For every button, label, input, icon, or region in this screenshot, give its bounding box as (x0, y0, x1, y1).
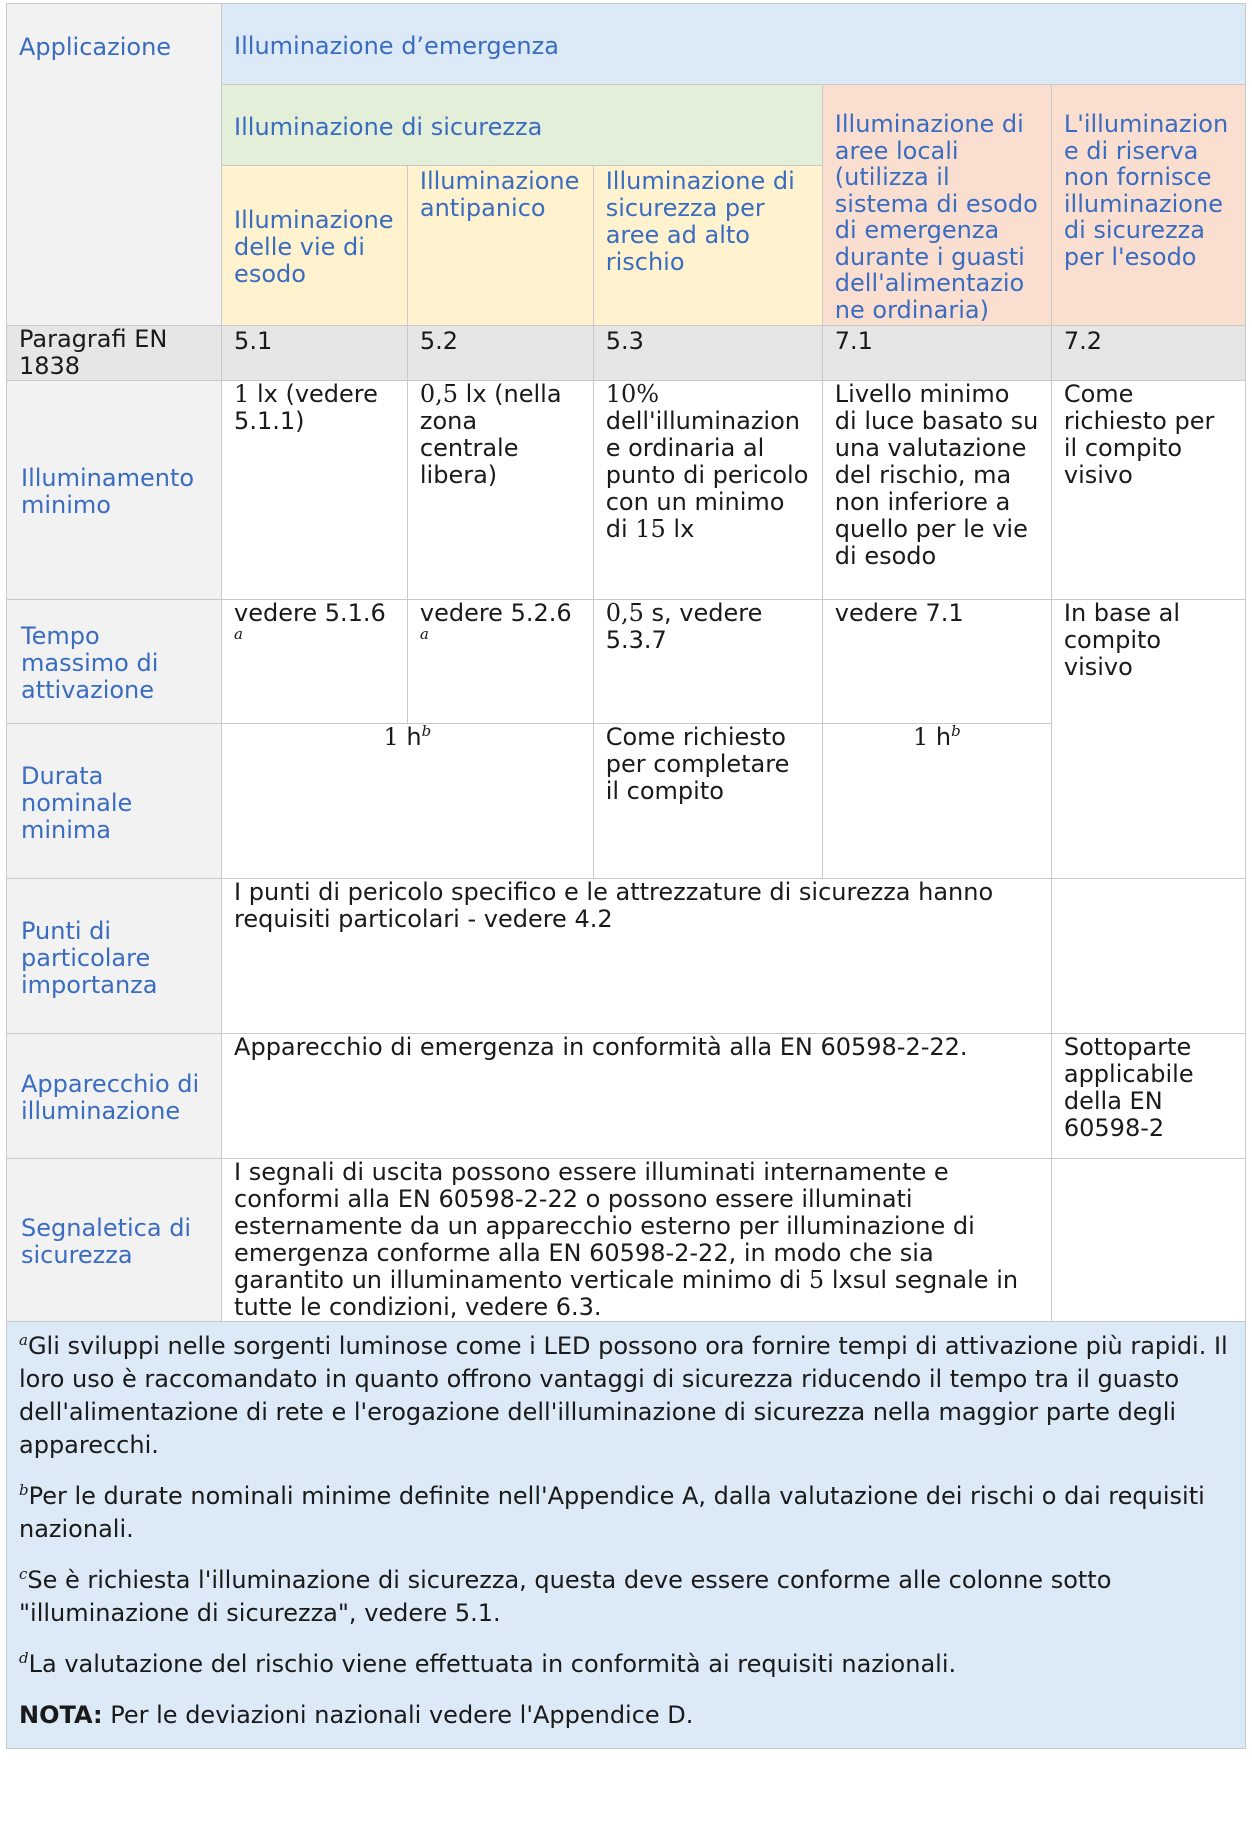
paragrafi-c2: 5.2 (407, 326, 593, 381)
tempo-c1 (222, 600, 408, 724)
illuminamento-c2 (407, 381, 593, 600)
note-a-text: Gli sviluppi nelle sorgenti luminose come i LED possono ora fornire tempi di attivazione più rapidi. Il loro uso è raccomandato in quanto offrono vantaggi di sicurezza riducendo il tempo tra il guasto dell'alimentazione di rete e l'erogazione dell'illuminazione di sicurezza nella maggior parte degli apparecchi. (19, 1332, 1228, 1459)
illuminamento-c3-value2: 15 (635, 515, 666, 543)
punti-text: I punti di pericolo specifico e le attrezzature di sicurezza hanno requisiti particolari - vedere 4.2 (222, 879, 1052, 1034)
segnaletica-text-a: I segnali di uscita possono essere illuminati internamente e conformi alla EN 60598-2-22 o possono essere illuminati esternamente da un apparecchio esterno per illuminazione di emergenza conforme alla EN 60598-2-22, in modo che sia garantito un illuminamento verticale minimo di (234, 1158, 975, 1294)
header-illuminazione-emergenza: Illuminazione d’emergenza (222, 4, 1246, 85)
notes-cell (7, 1322, 1246, 1749)
illuminamento-c5: Come richiesto per il compito visivo (1051, 381, 1245, 600)
durata-c5: In base al compito visivo (1051, 600, 1245, 879)
punti-c5-empty (1051, 879, 1245, 1034)
illuminamento-c3-text-b: lx (665, 515, 695, 543)
note-a-mark: a (19, 1331, 28, 1349)
durata-c12-value: 1 (383, 723, 399, 751)
durata-c4-unit: h (928, 723, 952, 751)
note-c-mark: c (19, 1565, 28, 1583)
nota-label: NOTA: (19, 1701, 103, 1729)
illuminamento-c3 (593, 381, 822, 600)
header-riserva: L'illuminazione di riserva non fornisce illuminazione di sicurezza per l'esodo (1051, 85, 1245, 326)
paragrafi-c1: 5.1 (222, 326, 408, 381)
durata-label: Durata nominale minima (7, 724, 222, 879)
row-segnaletica (7, 1159, 1246, 1322)
note-d-text: La valutazione del rischio viene effettuata in conformità ai requisiti nazionali. (28, 1650, 957, 1678)
illuminamento-c1-text: lx (vedere 5.1.1) (234, 380, 378, 435)
note-b (19, 1480, 1233, 1546)
illuminamento-c2-text: lx (nella zona centrale libera) (419, 380, 562, 489)
note-c (19, 1564, 1233, 1630)
header-vie-esodo: Illuminazione delle vie di esodo (222, 166, 408, 326)
row-notes (7, 1322, 1246, 1749)
illuminamento-c1-value: 1 (234, 380, 250, 408)
tempo-c2-note-mark: a (419, 625, 429, 643)
paragrafi-c3: 5.3 (593, 326, 822, 381)
note-nota (19, 1699, 1233, 1732)
tempo-c3-text: s, vedere 5.3.7 (605, 599, 763, 654)
segnaletica-c5-empty (1051, 1159, 1245, 1322)
tempo-c3 (593, 600, 822, 724)
row-punti (7, 879, 1246, 1034)
segnaletica-text (222, 1159, 1052, 1322)
durata-c3: Come richiesto per completare il compito (593, 724, 822, 879)
header-applicazione: Applicazione (7, 4, 222, 326)
apparecchio-c5: Sottoparte applicabile della EN 60598-2 (1051, 1034, 1245, 1159)
illuminamento-label: Illuminamento minimo (7, 381, 222, 600)
tempo-c2-text: vedere 5.2.6 (419, 599, 572, 627)
note-d (19, 1648, 1233, 1681)
durata-c12-note-mark: b (421, 722, 432, 740)
header-row-1 (7, 4, 1246, 85)
tempo-c1-text: vedere 5.1.6 (234, 599, 386, 627)
segnaletica-label: Segnaletica di sicurezza (7, 1159, 222, 1322)
illuminamento-c4: Livello minimo di luce basato su una valutazione del rischio, ma non inferiore a quello per le vie di esodo (822, 381, 1051, 600)
paragrafi-label: Paragrafi EN 1838 (7, 326, 222, 381)
note-d-mark: d (19, 1649, 29, 1667)
paragrafi-c4: 7.1 (822, 326, 1051, 381)
header-aree-locali: Illuminazione di aree locali (utilizza il sistema di esodo di emergenza durante i guasti dell'alimentazione ordinaria) (822, 85, 1051, 326)
note-b-text: Per le durate nominali minime definite nell'Appendice A, dalla valutazione dei rischi o dai requisiti nazionali. (19, 1482, 1205, 1543)
tempo-c1-note-mark: a (234, 625, 243, 643)
illuminamento-c3-value: 10% (605, 380, 660, 408)
durata-c12 (222, 724, 594, 879)
illuminamento-c3-text-a: dell'illuminazione ordinaria al punto di pericolo con un minimo di (605, 407, 809, 543)
illuminamento-c1 (222, 381, 408, 600)
illuminamento-c2-value: 0,5 (419, 380, 459, 408)
durata-c4 (822, 724, 1051, 879)
tempo-c2 (407, 600, 593, 724)
segnaletica-value: 5 (808, 1266, 825, 1294)
nota-text: Per le deviazioni nazionali vedere l'Appendice D. (102, 1701, 694, 1729)
durata-c4-note-mark: b (951, 722, 961, 740)
row-illuminamento (7, 381, 1246, 600)
header-antipanico: Illuminazione antipanico (407, 166, 593, 326)
punti-label: Punti di particolare importanza (7, 879, 222, 1034)
row-tempo (7, 600, 1246, 724)
paragrafi-c5: 7.2 (1051, 326, 1245, 381)
tempo-label: Tempo massimo di attivazione (7, 600, 222, 724)
tempo-c3-value: 0,5 (605, 599, 644, 627)
durata-c12-unit: h (398, 723, 422, 751)
tempo-c4: vedere 7.1 (822, 600, 1051, 724)
row-paragrafi (7, 326, 1246, 381)
header-alto-rischio: Illuminazione di sicurezza per aree ad alto rischio (593, 166, 822, 326)
note-a (19, 1330, 1233, 1462)
segnaletica-text-b: lxsul segnale in tutte le condizioni, vedere 6.3. (234, 1266, 1019, 1321)
row-apparecchio (7, 1034, 1246, 1159)
durata-c4-value: 1 (912, 723, 929, 751)
apparecchio-text: Apparecchio di emergenza in conformità alla EN 60598-2-22. (222, 1034, 1052, 1159)
note-b-mark: b (19, 1481, 29, 1499)
apparecchio-label: Apparecchio di illuminazione (7, 1034, 222, 1159)
emergency-lighting-table (6, 3, 1246, 1749)
note-c-text: Se è richiesta l'illuminazione di sicurezza, questa deve essere conforme alle colonne sotto "illuminazione di sicurezza", vedere 5.1. (19, 1566, 1112, 1627)
emergency-lighting-table-container (6, 3, 1246, 1749)
header-illuminazione-sicurezza: Illuminazione di sicurezza (222, 85, 823, 166)
